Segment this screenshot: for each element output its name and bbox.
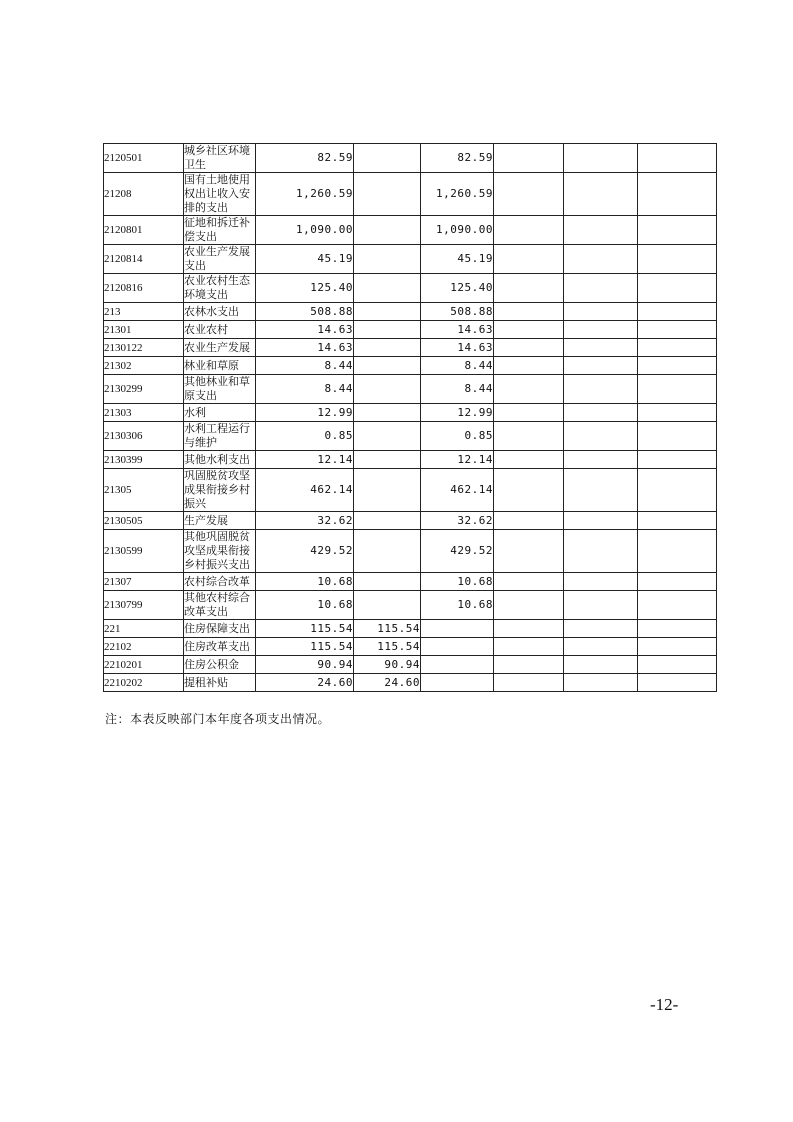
cell-name: 林业和草原 <box>184 357 256 375</box>
table-row <box>104 469 717 512</box>
cell-empty <box>494 274 564 303</box>
cell-code: 21303 <box>104 404 184 422</box>
cell-code: 2130306 <box>104 422 184 451</box>
cell-total: 508.88 <box>256 303 354 321</box>
cell-empty <box>494 530 564 573</box>
cell-project: 12.99 <box>421 404 494 422</box>
table-row <box>104 638 717 656</box>
cell-empty <box>638 469 717 512</box>
cell-project: 82.59 <box>421 144 494 173</box>
table-row <box>104 321 717 339</box>
cell-total: 429.52 <box>256 530 354 573</box>
cell-empty <box>564 620 638 638</box>
cell-empty <box>638 674 717 692</box>
table-row <box>104 173 717 216</box>
cell-code: 2130122 <box>104 339 184 357</box>
cell-total: 1,090.00 <box>256 216 354 245</box>
cell-basic <box>354 404 421 422</box>
cell-basic <box>354 530 421 573</box>
cell-name: 住房改革支出 <box>184 638 256 656</box>
cell-empty <box>638 144 717 173</box>
cell-total: 32.62 <box>256 512 354 530</box>
table-row <box>104 422 717 451</box>
cell-empty <box>494 144 564 173</box>
cell-basic <box>354 216 421 245</box>
cell-code: 21208 <box>104 173 184 216</box>
cell-empty <box>494 245 564 274</box>
cell-basic <box>354 591 421 620</box>
table-row <box>104 656 717 674</box>
cell-code: 2120801 <box>104 216 184 245</box>
cell-total: 12.99 <box>256 404 354 422</box>
cell-total: 1,260.59 <box>256 173 354 216</box>
cell-code: 21301 <box>104 321 184 339</box>
cell-name: 农业农村 <box>184 321 256 339</box>
cell-project: 1,260.59 <box>421 173 494 216</box>
cell-project: 45.19 <box>421 245 494 274</box>
cell-empty <box>638 638 717 656</box>
cell-project: 10.68 <box>421 573 494 591</box>
table-row <box>104 512 717 530</box>
cell-basic <box>354 375 421 404</box>
cell-code: 21307 <box>104 573 184 591</box>
cell-project: 12.14 <box>421 451 494 469</box>
cell-empty <box>564 530 638 573</box>
cell-code: 2120501 <box>104 144 184 173</box>
cell-empty <box>494 404 564 422</box>
cell-name: 提租补贴 <box>184 674 256 692</box>
cell-empty <box>494 674 564 692</box>
cell-empty <box>494 512 564 530</box>
cell-name: 其他林业和草原支出 <box>184 375 256 404</box>
cell-empty <box>564 638 638 656</box>
cell-total: 462.14 <box>256 469 354 512</box>
cell-empty <box>638 404 717 422</box>
cell-name: 农业农村生态环境支出 <box>184 274 256 303</box>
table-row <box>104 375 717 404</box>
cell-empty <box>564 512 638 530</box>
cell-total: 14.63 <box>256 321 354 339</box>
cell-code: 2130399 <box>104 451 184 469</box>
cell-total: 8.44 <box>256 357 354 375</box>
cell-project: 10.68 <box>421 591 494 620</box>
cell-total: 115.54 <box>256 638 354 656</box>
cell-code: 2120816 <box>104 274 184 303</box>
cell-project <box>421 674 494 692</box>
cell-project: 14.63 <box>421 339 494 357</box>
cell-total: 12.14 <box>256 451 354 469</box>
cell-project: 429.52 <box>421 530 494 573</box>
cell-project: 462.14 <box>421 469 494 512</box>
table-row <box>104 357 717 375</box>
cell-empty <box>564 216 638 245</box>
cell-basic <box>354 339 421 357</box>
table-row <box>104 404 717 422</box>
table-row <box>104 451 717 469</box>
cell-code: 2210201 <box>104 656 184 674</box>
cell-name: 国有土地使用权出让收入安排的支出 <box>184 173 256 216</box>
cell-empty <box>564 591 638 620</box>
cell-empty <box>564 469 638 512</box>
cell-empty <box>564 321 638 339</box>
cell-empty <box>564 303 638 321</box>
cell-code: 2210202 <box>104 674 184 692</box>
cell-code: 2130299 <box>104 375 184 404</box>
cell-empty <box>638 591 717 620</box>
cell-project: 8.44 <box>421 357 494 375</box>
cell-basic <box>354 451 421 469</box>
cell-empty <box>494 638 564 656</box>
cell-name: 其他水利支出 <box>184 451 256 469</box>
cell-name: 农林水支出 <box>184 303 256 321</box>
cell-basic <box>354 573 421 591</box>
expenditure-table <box>103 143 717 692</box>
table-row <box>104 530 717 573</box>
cell-empty <box>494 656 564 674</box>
cell-code: 2120814 <box>104 245 184 274</box>
cell-basic <box>354 173 421 216</box>
cell-code: 21302 <box>104 357 184 375</box>
cell-basic <box>354 357 421 375</box>
cell-name: 农业生产发展支出 <box>184 245 256 274</box>
cell-total: 90.94 <box>256 656 354 674</box>
cell-basic: 24.60 <box>354 674 421 692</box>
cell-basic <box>354 274 421 303</box>
table-row <box>104 303 717 321</box>
cell-name: 农业生产发展 <box>184 339 256 357</box>
cell-basic <box>354 422 421 451</box>
cell-project <box>421 638 494 656</box>
cell-project: 0.85 <box>421 422 494 451</box>
cell-name: 其他农村综合改革支出 <box>184 591 256 620</box>
cell-empty <box>638 339 717 357</box>
cell-basic <box>354 303 421 321</box>
cell-empty <box>494 469 564 512</box>
cell-empty <box>564 656 638 674</box>
cell-code: 213 <box>104 303 184 321</box>
cell-empty <box>494 173 564 216</box>
cell-empty <box>638 375 717 404</box>
table-row <box>104 591 717 620</box>
cell-code: 2130799 <box>104 591 184 620</box>
cell-name: 城乡社区环境卫生 <box>184 144 256 173</box>
cell-basic: 115.54 <box>354 620 421 638</box>
cell-total: 115.54 <box>256 620 354 638</box>
table-body <box>104 144 717 692</box>
cell-project: 8.44 <box>421 375 494 404</box>
cell-empty <box>494 321 564 339</box>
table-row <box>104 573 717 591</box>
cell-empty <box>564 573 638 591</box>
cell-total: 125.40 <box>256 274 354 303</box>
cell-empty <box>638 321 717 339</box>
cell-name: 水利 <box>184 404 256 422</box>
cell-empty <box>494 357 564 375</box>
cell-total: 82.59 <box>256 144 354 173</box>
cell-empty <box>564 674 638 692</box>
cell-project <box>421 620 494 638</box>
cell-basic: 90.94 <box>354 656 421 674</box>
cell-empty <box>564 274 638 303</box>
cell-name: 征地和拆迁补偿支出 <box>184 216 256 245</box>
table-row <box>104 620 717 638</box>
cell-empty <box>564 144 638 173</box>
cell-empty <box>494 591 564 620</box>
page-number: -12- <box>650 995 679 1014</box>
cell-empty <box>564 173 638 216</box>
cell-code: 22102 <box>104 638 184 656</box>
cell-total: 24.60 <box>256 674 354 692</box>
cell-empty <box>564 422 638 451</box>
cell-total: 8.44 <box>256 375 354 404</box>
cell-empty <box>638 173 717 216</box>
cell-empty <box>638 422 717 451</box>
cell-empty <box>564 245 638 274</box>
cell-name: 水利工程运行与维护 <box>184 422 256 451</box>
cell-empty <box>494 303 564 321</box>
table-row <box>104 144 717 173</box>
table-row <box>104 674 717 692</box>
cell-total: 14.63 <box>256 339 354 357</box>
cell-total: 10.68 <box>256 591 354 620</box>
cell-empty <box>564 339 638 357</box>
table-row <box>104 274 717 303</box>
cell-code: 2130599 <box>104 530 184 573</box>
cell-empty <box>638 303 717 321</box>
cell-empty <box>638 451 717 469</box>
cell-empty <box>638 530 717 573</box>
cell-empty <box>494 339 564 357</box>
cell-empty <box>638 656 717 674</box>
cell-empty <box>564 357 638 375</box>
cell-empty <box>564 375 638 404</box>
cell-empty <box>494 216 564 245</box>
cell-basic <box>354 144 421 173</box>
cell-project: 14.63 <box>421 321 494 339</box>
cell-empty <box>638 620 717 638</box>
cell-project: 1,090.00 <box>421 216 494 245</box>
cell-empty <box>494 375 564 404</box>
cell-empty <box>564 451 638 469</box>
cell-name: 生产发展 <box>184 512 256 530</box>
cell-empty <box>638 245 717 274</box>
table-note: 注：本表反映部门本年度各项支出情况。 <box>105 712 331 726</box>
cell-total: 0.85 <box>256 422 354 451</box>
cell-basic <box>354 245 421 274</box>
cell-empty <box>638 357 717 375</box>
cell-basic <box>354 321 421 339</box>
cell-empty <box>494 573 564 591</box>
cell-name: 其他巩固脱贫攻坚成果衔接乡村振兴支出 <box>184 530 256 573</box>
cell-empty <box>494 620 564 638</box>
cell-project: 508.88 <box>421 303 494 321</box>
cell-basic <box>354 469 421 512</box>
cell-empty <box>638 512 717 530</box>
cell-total: 45.19 <box>256 245 354 274</box>
cell-total: 10.68 <box>256 573 354 591</box>
cell-empty <box>638 573 717 591</box>
cell-name: 农村综合改革 <box>184 573 256 591</box>
cell-code: 2130505 <box>104 512 184 530</box>
cell-empty <box>564 404 638 422</box>
cell-basic <box>354 512 421 530</box>
cell-code: 221 <box>104 620 184 638</box>
cell-name: 巩固脱贫攻坚成果衔接乡村振兴 <box>184 469 256 512</box>
cell-code: 21305 <box>104 469 184 512</box>
cell-empty <box>638 274 717 303</box>
cell-name: 住房公积金 <box>184 656 256 674</box>
cell-project <box>421 656 494 674</box>
cell-project: 32.62 <box>421 512 494 530</box>
cell-empty <box>494 422 564 451</box>
table-row <box>104 245 717 274</box>
cell-project: 125.40 <box>421 274 494 303</box>
table-row <box>104 216 717 245</box>
cell-empty <box>638 216 717 245</box>
cell-empty <box>494 451 564 469</box>
cell-name: 住房保障支出 <box>184 620 256 638</box>
cell-basic: 115.54 <box>354 638 421 656</box>
table-row <box>104 339 717 357</box>
